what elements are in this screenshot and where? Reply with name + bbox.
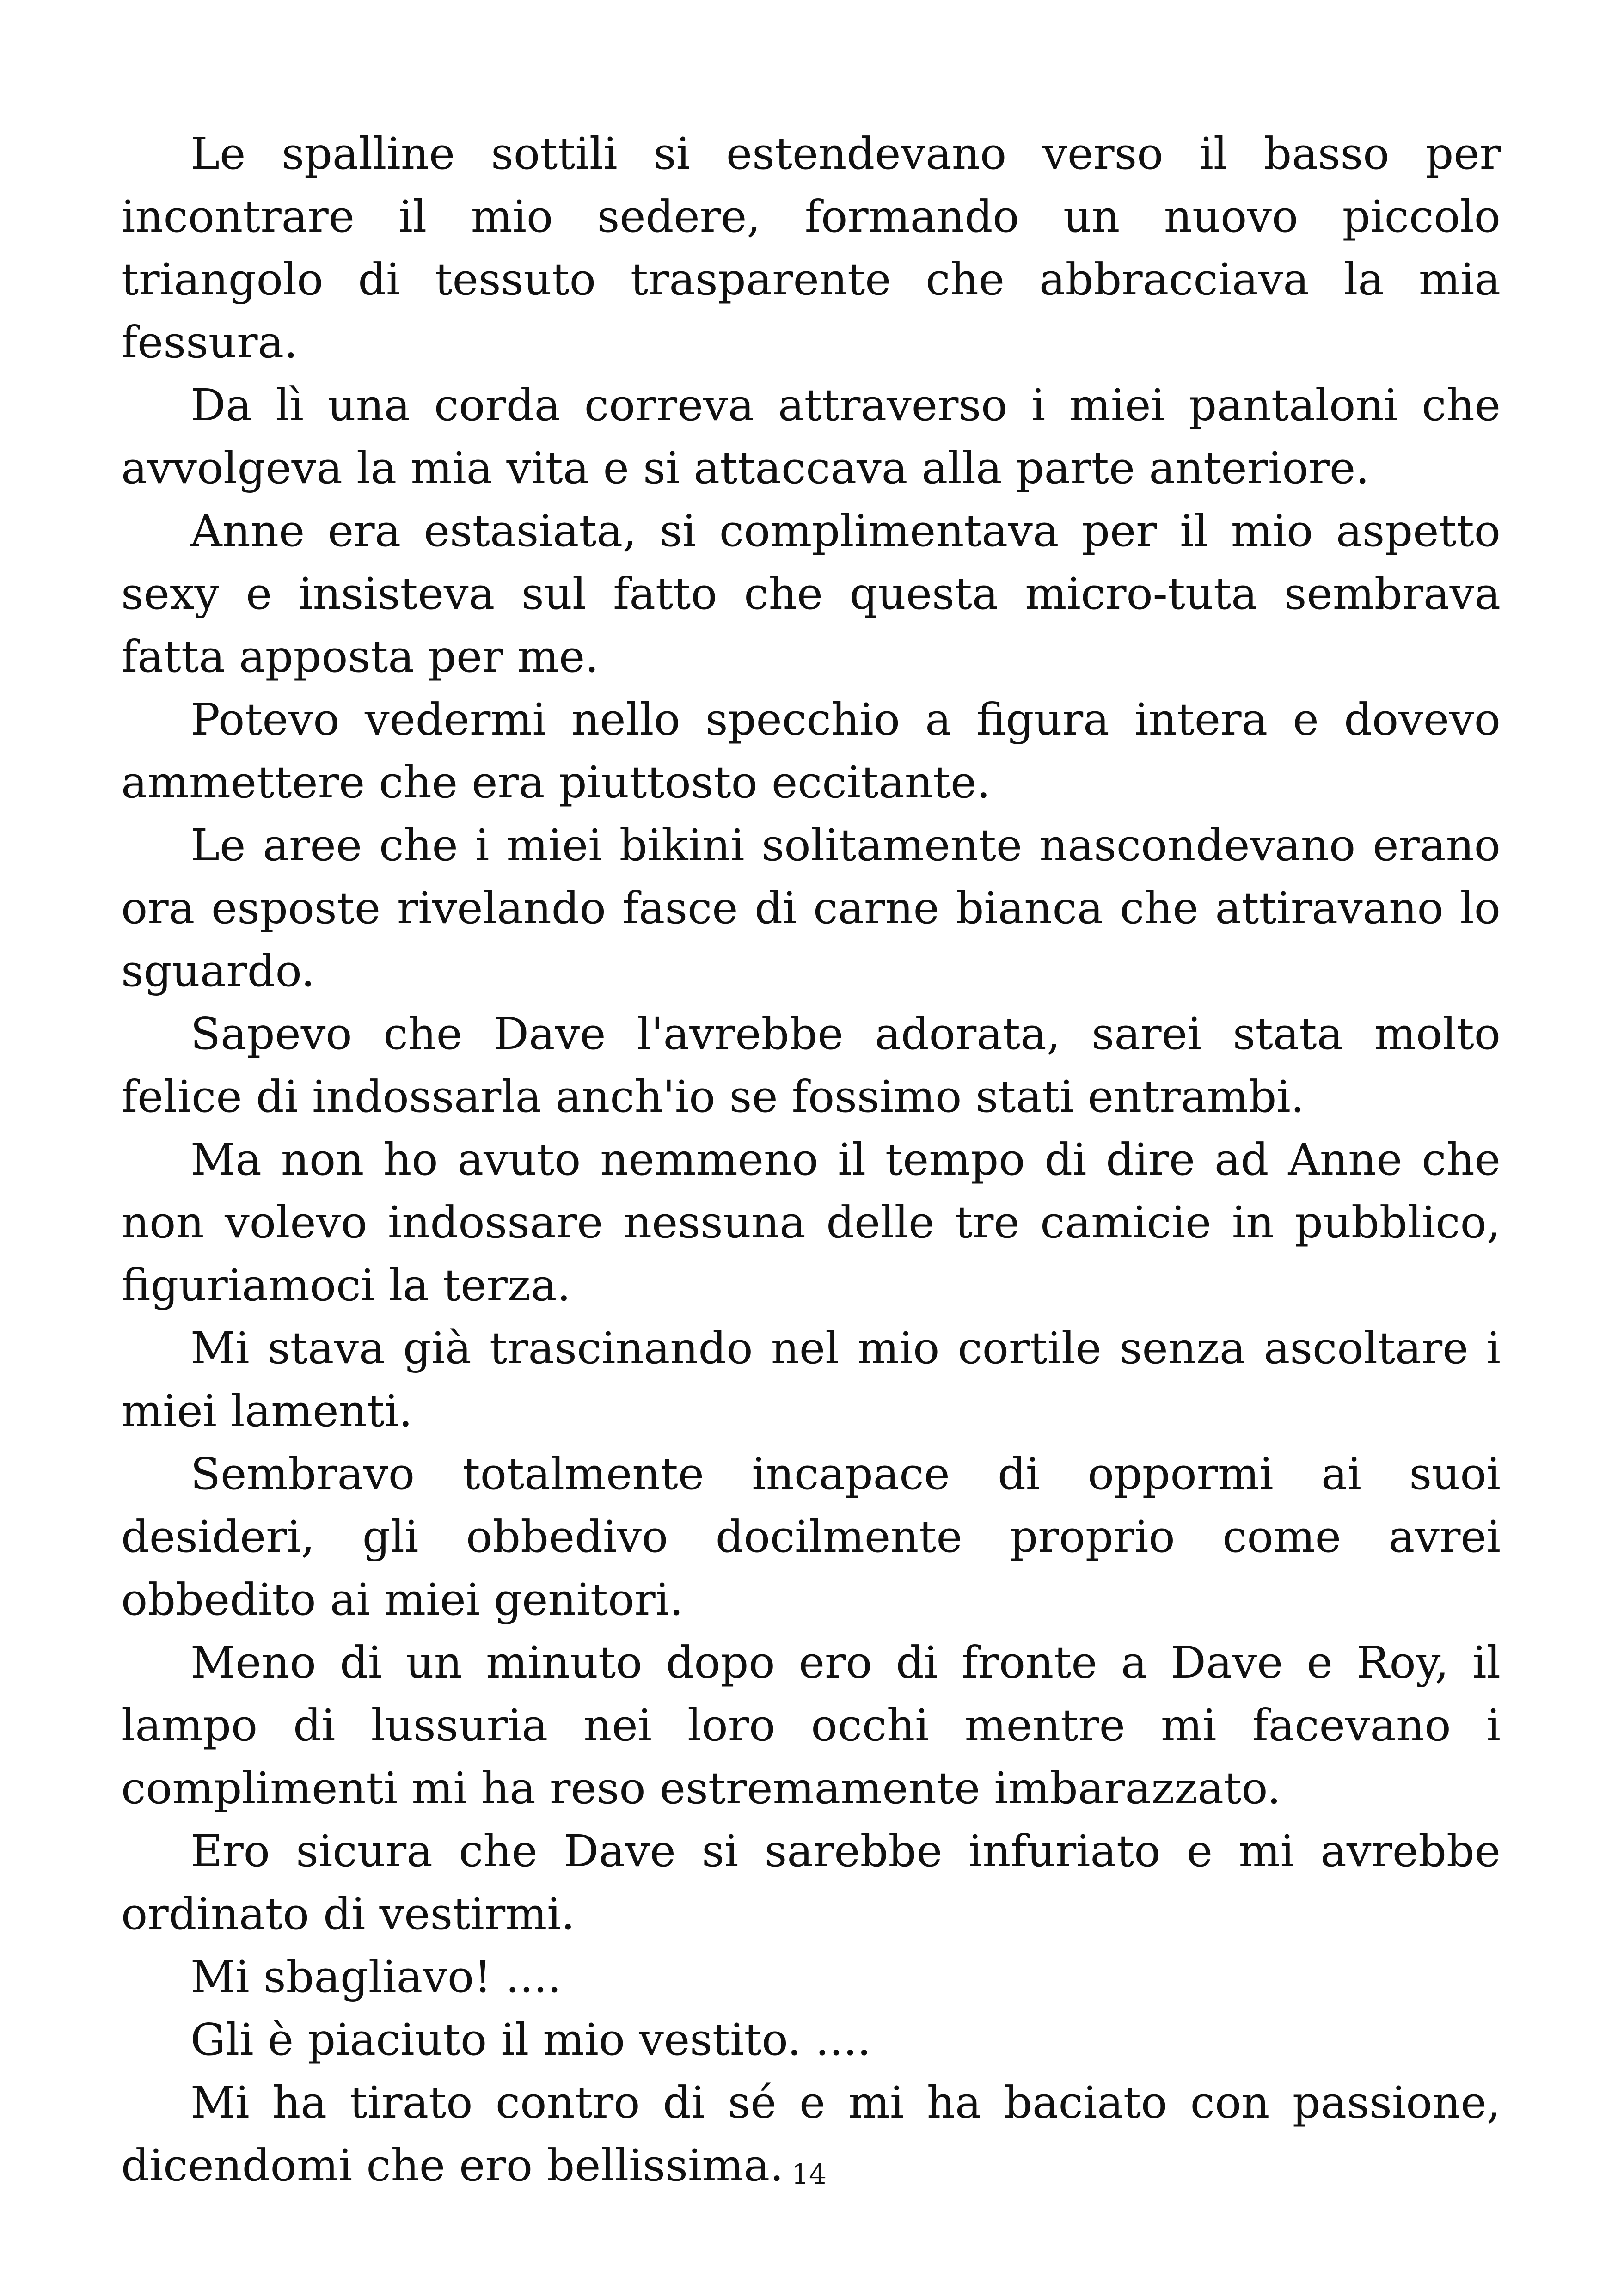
paragraph-2: Da lì una corda correva attraverso i miei pantaloni che avvolgeva la mia vita e si attaccava alla parte anteriore.: [121, 380, 1501, 494]
paragraph-3: Anne era estasiata, si complimentava per il mio aspetto sexy e insisteva sul fatto che questa micro-tuta sembrava fatta apposta per me.: [121, 506, 1501, 682]
paragraph-14: Mi ha tirato contro di sé e mi ha baciato con passione, dicendomi che ero bellissima.: [121, 2077, 1501, 2191]
paragraph-8: Mi stava già trascinando nel mio cortile senza ascoltare i miei lamenti.: [121, 1323, 1501, 1437]
page-number: 14: [791, 2158, 827, 2191]
page-body: [121, 122, 1501, 2197]
paragraph-12: Mi sbagliavo! ....: [190, 1952, 562, 2002]
paragraph-1: Le spalline sottili si estendevano verso il basso per incontrare il mio sedere, formando un nuovo piccolo triangolo di tessuto trasparente che abbracciava la mia fessura.: [121, 129, 1501, 368]
paragraph-11: Ero sicura che Dave si sarebbe infuriato e mi avrebbe ordinato di vestirmi.: [121, 1826, 1501, 1940]
paragraph-5: Le aree che i miei bikini solitamente nascondevano erano ora esposte rivelando fasce di carne bianca che attiravano lo sguardo.: [121, 820, 1501, 997]
paragraph-9: Sembravo totalmente incapace di oppormi ai suoi desideri, gli obbedivo docilmente proprio come avrei obbedito ai miei genitori.: [121, 1449, 1501, 1625]
paragraph-10: Meno di un minuto dopo ero di fronte a Dave e Roy, il lampo di lussuria nei loro occhi mentre mi facevano i complimenti mi ha reso estremamente imbarazzato.: [121, 1637, 1501, 1814]
paragraph-7: Ma non ho avuto nemmeno il tempo di dire ad Anne che non volevo indossare nessuna delle tre camicie in pubblico, figuriamoci la terza.: [121, 1134, 1501, 1311]
paragraph-4: Potevo vedermi nello specchio a figura intera e dovevo ammettere che era piuttosto eccitante.: [121, 694, 1501, 808]
paragraph-13: Gli è piaciuto il mio vestito. ....: [190, 2014, 871, 2065]
paragraph-6: Sapevo che Dave l'avrebbe adorata, sarei stata molto felice di indossarla anch'io se fossimo stati entrambi.: [121, 1009, 1501, 1122]
